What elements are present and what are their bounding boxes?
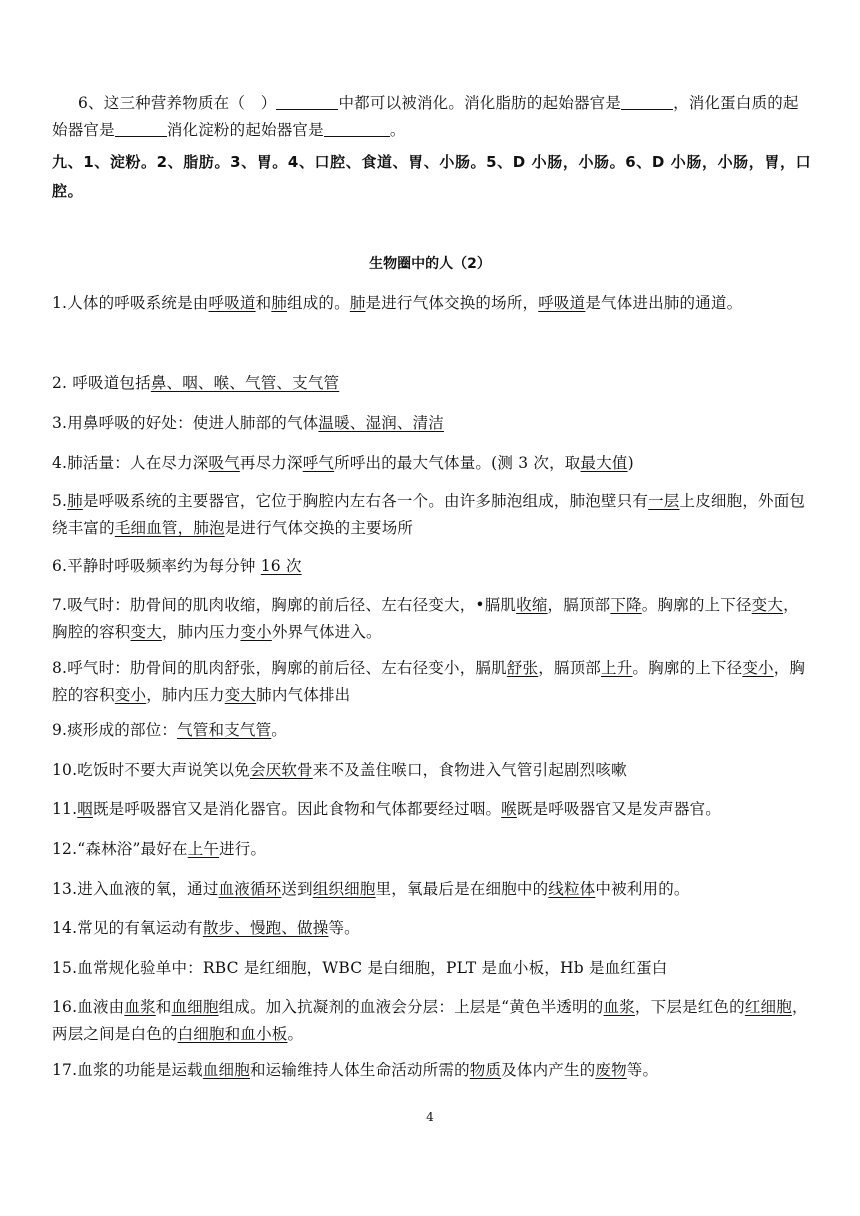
text-span: ，胸腔的容积: [52, 659, 806, 704]
q6-text-a: 6、这三种营养物质在（ ）: [78, 94, 277, 112]
item-7: [52, 592, 812, 646]
text-span: 是进行气体交换的场所，: [365, 294, 539, 312]
text-span: 12.“森林浴”最好在: [52, 840, 188, 858]
text-span: 15.血常规化验单中：RBC 是红细胞，WBC 是白细胞，PLT 是血小板，Hb 是血红蛋白: [52, 959, 668, 977]
text-span: 废物: [595, 1061, 627, 1079]
item-6: [52, 553, 812, 580]
item-3: [52, 410, 812, 437]
text-span: 里，氧最后是在细胞中的: [375, 880, 549, 898]
text-span: 11.: [52, 800, 78, 818]
text-span: 血细胞: [171, 998, 219, 1016]
text-span: 13.进入血液的氧，通过: [52, 880, 219, 898]
text-span: 毛细血管，肺泡: [114, 519, 225, 537]
item-4: [52, 450, 812, 477]
item-14: [52, 915, 812, 942]
text-span: 7.吸气时：肋骨间的肌肉收缩，胸廓的前后径、左右径变大，•膈肌: [52, 596, 517, 614]
text-span: 呼气: [302, 454, 335, 472]
q6-text-b: 中都可以被消化。消化脂肪的起始器官是: [338, 94, 622, 112]
text-span: 变小: [114, 686, 147, 704]
text-span: 变小: [742, 659, 774, 677]
section-title: 生物圈中的人（2）: [369, 256, 491, 272]
text-span: 及体内产生的: [501, 1061, 596, 1079]
text-span: 。: [271, 721, 287, 739]
text-span: 再尽力深: [239, 454, 303, 472]
text-span: 14.常见的有氧运动有: [52, 919, 203, 937]
text-span: ，膈顶部: [547, 596, 611, 614]
text-span: 吸气: [208, 454, 240, 472]
text-span: 下降: [610, 596, 642, 614]
q6-text-e: 。: [389, 121, 406, 139]
text-span: 上午: [187, 840, 220, 858]
text-span: 16 次: [260, 557, 302, 575]
text-span: 。: [287, 1025, 304, 1043]
text-span: 和: [255, 294, 272, 312]
text-span: ，肺内压力: [146, 686, 225, 704]
item-5: [52, 488, 812, 542]
item-16: [52, 994, 812, 1048]
text-span: 送到: [281, 880, 313, 898]
text-span: 3.用鼻呼吸的好处：使进人肺部的气体: [52, 414, 319, 432]
text-span: 和: [155, 998, 172, 1016]
text-span: 最大值: [580, 454, 628, 472]
text-span: 血液循环: [218, 880, 282, 898]
text-span: ): [627, 454, 634, 472]
blank-4: [324, 120, 390, 137]
text-span: 进行。: [219, 840, 267, 858]
item-1: [52, 290, 812, 317]
text-span: 既是呼吸器官又是发声器官。: [516, 800, 721, 818]
text-span: 是气体进出肺的通道。: [585, 294, 743, 312]
text-span: 组成的。: [287, 294, 350, 312]
text-span: 会厌软骨: [249, 761, 313, 779]
text-span: 上皮细胞，外面包绕丰富的: [52, 492, 806, 537]
text-span: 血浆: [603, 998, 635, 1016]
q6-text-c: ，消化蛋白质的起始器官是: [52, 94, 799, 139]
text-span: 既是呼吸器官又是消化器官。因此食物和气体都要经过咽。: [92, 800, 502, 818]
text-span: 9.痰形成的部位：: [52, 721, 178, 739]
text-span: 肺内气体排出: [256, 686, 351, 704]
text-span: 4.肺活量：人在尽力深: [52, 454, 209, 472]
text-span: 5.: [52, 492, 68, 510]
q6-text-d: 消化淀粉的起始器官是: [166, 121, 324, 139]
text-span: 散步、慢跑、做操: [202, 919, 329, 937]
text-span: 16.血液由: [52, 998, 125, 1016]
text-span: 物质: [469, 1061, 502, 1079]
blank-1: [276, 93, 338, 110]
text-span: 组织细胞: [312, 880, 376, 898]
text-span: 是呼吸系统的主要器官，它位于胸腔内左右各一个。由许多肺泡组成，肺泡壁只有: [82, 492, 649, 510]
text-span: 来不及盖住喉口，食物进入气管引起剧烈咳嗽: [312, 761, 627, 779]
text-span: ，下层是红色的: [634, 998, 745, 1016]
text-span: 1.人体的呼吸系统是由: [52, 294, 209, 312]
text-span: 17.血浆的功能是运载: [52, 1061, 203, 1079]
text-span: 血细胞: [202, 1061, 250, 1079]
item-12: [52, 836, 812, 863]
text-span: 所呼出的最大气体量。(测 3 次，取: [334, 454, 581, 472]
text-span: 。胸廓的上下径: [632, 659, 743, 677]
text-span: 收缩: [516, 596, 548, 614]
text-span: ，胸腔的容积: [52, 596, 799, 641]
text-span: 肺: [349, 294, 366, 312]
text-span: 外界气体进入。: [271, 623, 382, 641]
item-15: [52, 955, 812, 982]
text-span: 6.平静时呼吸频率约为每分钟: [52, 557, 261, 575]
text-span: 2. 呼吸道包括: [52, 374, 151, 392]
blank-3: [115, 120, 167, 137]
question-6: [52, 90, 812, 144]
text-span: 肺: [271, 294, 288, 312]
text-span: 温暖、湿润、清洁: [318, 414, 444, 432]
text-span: 线粒体: [548, 880, 596, 898]
text-span: ，肺内压力: [161, 623, 241, 641]
item-11: [52, 796, 812, 823]
text-span: 变小: [240, 623, 272, 641]
text-span: 变大: [224, 686, 257, 704]
item-9: [52, 717, 812, 744]
text-span: ，膈顶部: [538, 659, 602, 677]
text-span: 中被利用的。: [595, 880, 690, 898]
text-span: 8.呼气时：肋骨间的肌肉舒张，胸廓的前后径、左右径变小，膈肌: [52, 659, 507, 677]
text-span: 舒张: [506, 659, 539, 677]
text-span: 和运输维持人体生命活动所需的: [249, 1061, 470, 1079]
answer-9: 九、1、淀粉。2、脂肪。3、胃。4、口腔、食道、胃、小肠。5、D 小肠，小肠。6、D 小肠，小肠，胃，口腔。: [52, 153, 812, 200]
text-span: 白细胞和血小板: [177, 1025, 288, 1043]
item-13: [52, 876, 812, 903]
text-span: 等。: [328, 919, 360, 937]
text-span: 组成。加入抗凝剂的血液会分层：上层是“黄色半透明的: [218, 998, 604, 1016]
text-span: 10.吃饭时不要大声说笑以免: [52, 761, 250, 779]
item-10: [52, 757, 812, 784]
text-span: 血浆: [124, 998, 156, 1016]
text-span: 变大: [130, 623, 162, 641]
text-span: 咽: [77, 800, 93, 818]
text-span: 一层: [648, 492, 680, 510]
text-span: 呼吸道: [538, 294, 586, 312]
text-span: 等。: [626, 1061, 659, 1079]
text-span: 上升: [601, 659, 633, 677]
text-span: 变大: [751, 596, 784, 614]
text-span: 。胸廓的上下径: [641, 596, 752, 614]
item-2: [52, 370, 812, 397]
item-17: [52, 1057, 812, 1084]
text-span: 呼吸道: [208, 294, 256, 312]
text-span: 是进行气体交换的主要场所: [224, 519, 414, 537]
text-span: ，两层之间是白色的: [52, 998, 808, 1043]
page-number: 4: [426, 1110, 434, 1124]
text-span: 喉: [501, 800, 517, 818]
text-span: 气管和支气管: [177, 721, 272, 739]
blank-2: [621, 93, 673, 110]
text-span: 鼻、咽、喉、气管、支气管: [150, 374, 340, 392]
text-span: 肺: [67, 492, 83, 510]
text-span: 红细胞: [744, 998, 792, 1016]
item-8: [52, 655, 812, 709]
